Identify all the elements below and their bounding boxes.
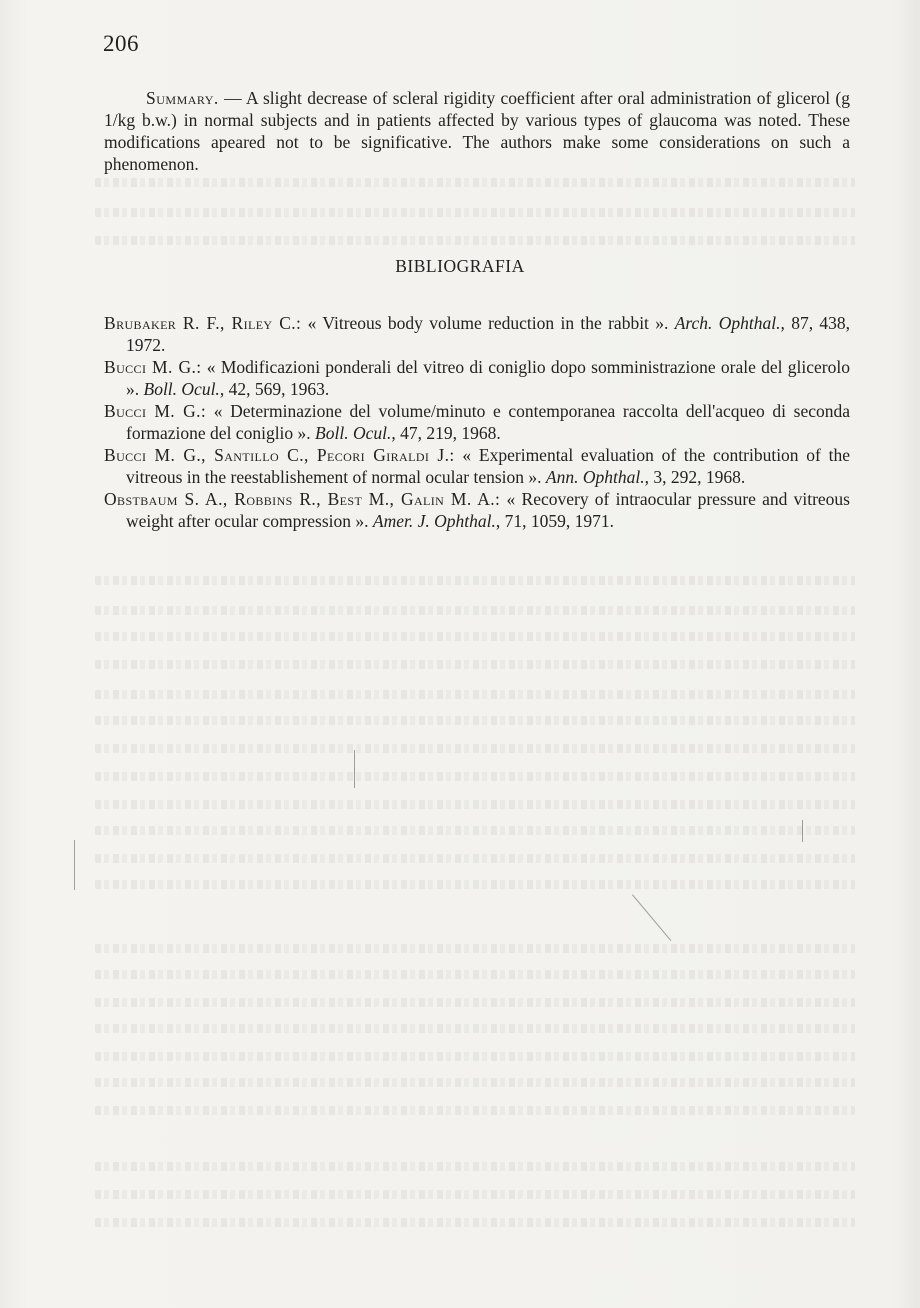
reference-title: « Vitreous body volume reduction in the rabbit ».	[301, 313, 675, 333]
reference-authors: Bucci M. G.:	[104, 357, 202, 377]
reference-item	[104, 488, 850, 532]
bibliography-list	[104, 312, 850, 532]
show-through-texture	[95, 1052, 855, 1061]
reference-journal: Arch. Ophthal.	[674, 313, 781, 333]
reference-details: , 87, 438, 1972.	[126, 313, 851, 355]
bibliography-heading: BIBLIOGRAFIA	[395, 256, 525, 276]
show-through-texture	[95, 660, 855, 669]
show-through-texture	[95, 1162, 855, 1171]
show-through-texture	[95, 1218, 855, 1227]
reference-details: , 3, 292, 1968.	[644, 467, 746, 487]
show-through-texture	[95, 606, 855, 615]
summary-label: Summary.	[146, 88, 219, 108]
reference-item	[104, 356, 850, 400]
reference-journal: Boll. Ocul.	[315, 423, 392, 443]
show-through-texture	[95, 944, 855, 953]
show-through-texture	[95, 772, 855, 781]
show-through-texture	[95, 178, 855, 187]
pen-mark	[802, 820, 803, 842]
show-through-texture	[95, 208, 855, 217]
reference-journal: Ann. Ophthal.	[545, 467, 645, 487]
show-through-texture	[95, 576, 855, 585]
reference-title: « Experimental evaluation of the contribution of the vitreous in the reestablishement of normal ocular tension ».	[126, 445, 850, 487]
reference-authors: Bucci M. G.:	[104, 401, 207, 421]
pen-mark	[632, 894, 671, 941]
show-through-texture	[95, 854, 855, 863]
reference-authors: Brubaker R. F., Riley C.:	[104, 313, 302, 333]
show-through-texture	[95, 998, 855, 1007]
show-through-texture	[95, 1024, 855, 1033]
reference-details: , 71, 1059, 1971.	[495, 511, 614, 531]
reference-item	[104, 400, 850, 444]
show-through-texture	[95, 1190, 855, 1199]
reference-item	[104, 444, 850, 488]
reference-authors: Bucci M. G., Santillo C., Pecori Giraldi J.:	[104, 445, 455, 465]
reference-details: , 47, 219, 1968.	[391, 423, 501, 443]
show-through-texture	[95, 800, 855, 809]
show-through-texture	[95, 690, 855, 699]
show-through-texture	[95, 632, 855, 641]
reference-details: , 42, 569, 1963.	[219, 379, 330, 399]
reference-title: « Recovery of intraocular pressure and vitreous weight after ocular compression ».	[126, 489, 850, 531]
reference-title: « Modificazioni ponderali del vitreo di coniglio dopo somministrazione orale del glicerolo ».	[126, 357, 850, 399]
show-through-texture	[95, 236, 855, 245]
show-through-texture	[95, 744, 855, 753]
show-through-texture	[95, 716, 855, 725]
reference-journal: Boll. Ocul.	[143, 379, 220, 399]
show-through-texture	[95, 1106, 855, 1115]
page-number: 206	[103, 31, 139, 56]
show-through-texture	[95, 826, 855, 835]
reference-item	[104, 312, 850, 356]
summary-paragraph	[104, 87, 850, 175]
summary-text: — A slight decrease of scleral rigidity coefficient after oral administration of glicerol (g 1/kg b.w.) in normal subjects and in patients affected by various types of glaucoma was noted. These modifications apeared not to be significative. The authors make some considerations on such a phenomenon.	[104, 88, 850, 174]
pen-mark	[74, 840, 75, 890]
show-through-texture	[95, 970, 855, 979]
reference-journal: Amer. J. Ophthal.	[372, 511, 496, 531]
show-through-texture	[95, 880, 855, 889]
reference-title: « Determinazione del volume/minuto e contemporanea raccolta dell'acqueo di seconda formazione del coniglio ».	[126, 401, 850, 443]
show-through-texture	[95, 1078, 855, 1087]
reference-authors: Obstbaum S. A., Robbins R., Best M., Galin M. A.:	[104, 489, 501, 509]
pen-mark	[354, 750, 355, 788]
